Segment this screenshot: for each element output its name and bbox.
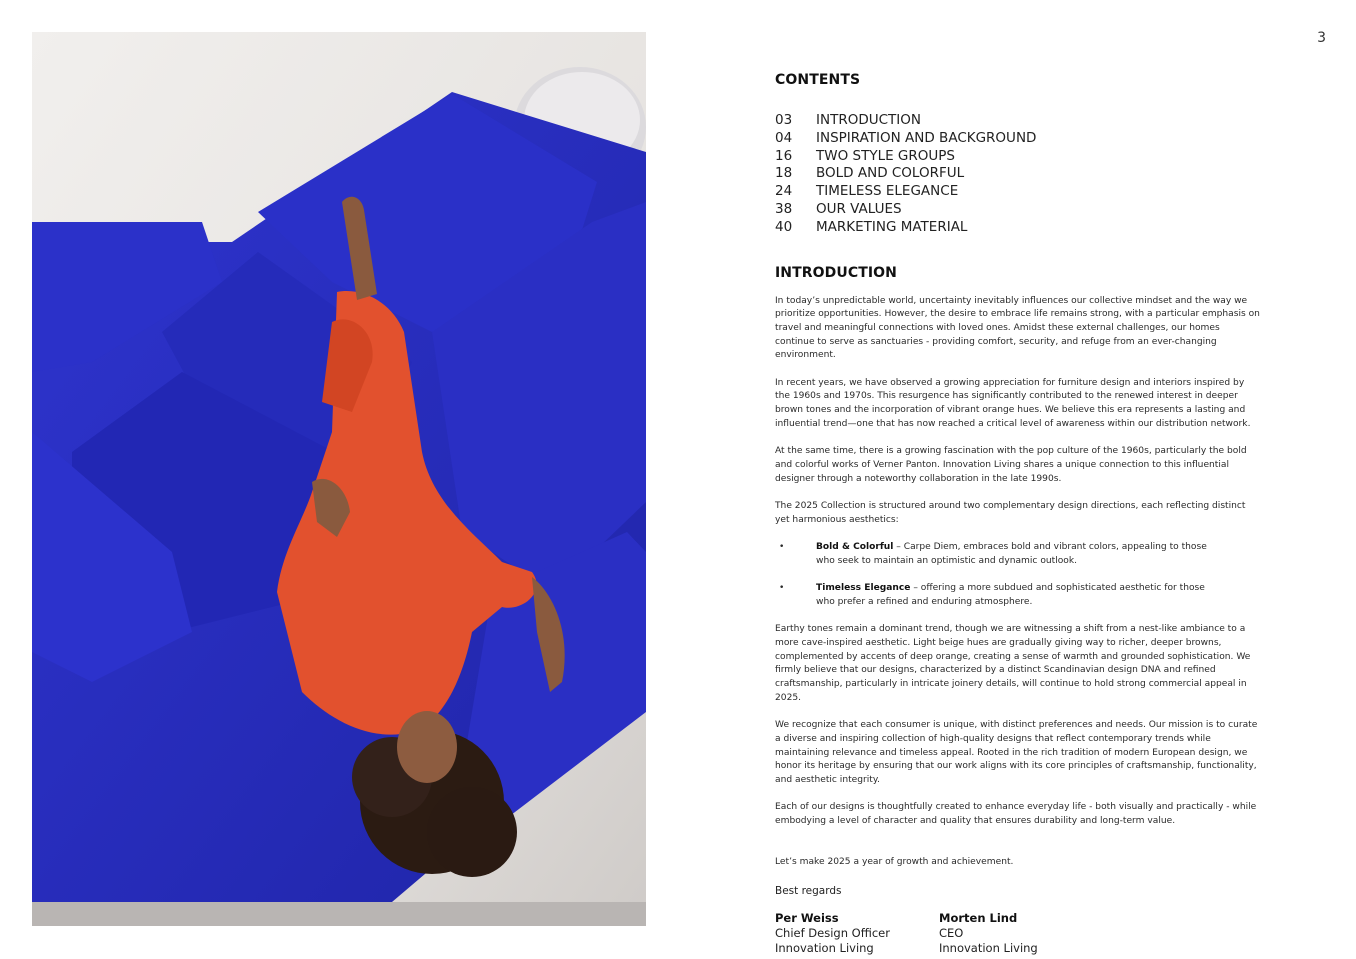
table-of-contents — [775, 112, 1260, 237]
intro-paragraph: In recent years, we have observed a growing appreciation for furniture design and interiors inspired by the 1960s and 1970s. This resurgence has significantly contributed to the renewed interest in deeper brown tones and the incorporation of vibrant orange hues. We believe this era represents a lasting and influential trend—one that has now reached a critical level of awareness within our distribution network. — [775, 377, 1251, 429]
signatory-title: CEO — [939, 925, 964, 940]
toc-page-number: 18 — [775, 165, 793, 182]
intro-paragraph: We recognize that each consumer is unique, with distinct preferences and needs. Our mission is to curate a diverse and inspiring collection of high-quality designs that reflect contemporary trends while maintaining relevance and timeless appeal. Rooted in the rich tradition of modern European design, we honor its heritage by ensuring that our work aligns with its core principles of craftsmanship, functionality, and aesthetic integrity. — [775, 720, 1258, 786]
toc-page-number: 16 — [775, 147, 793, 164]
photo-woman-on-blue-sofa-icon — [32, 32, 646, 926]
signatory — [939, 911, 1103, 957]
bullet-text: – Carpe Diem, embraces bold and vibrant colors, appealing to those who seek to maintain an optimistic and dynamic outlook. — [816, 542, 1207, 566]
toc-page-number: 03 — [775, 112, 793, 128]
bullet-title: Timeless Elegance — [816, 583, 911, 594]
toc-item[interactable] — [775, 165, 1260, 183]
toc-item[interactable] — [775, 201, 1260, 219]
toc-page-number: 40 — [775, 218, 793, 235]
signatory-company: Innovation Living — [775, 941, 874, 956]
toc-page-number: 04 — [775, 129, 793, 146]
toc-page-number: 24 — [775, 183, 793, 200]
intro-paragraph: In today’s unpredictable world, uncertainty inevitably influences our collective mindset and the way we prioritize opportunities. However, the desire to embrace life remains strong, with a particular emphasis on travel and meaningful connections with loved ones. Amidst these external challenges, our homes continue to serve as sanctuaries - providing comfort, security, and refuge from an ever-changing environment. — [775, 295, 1260, 361]
closing-line: Let’s make 2025 a year of growth and achievement. — [775, 856, 1014, 867]
toc-item[interactable] — [775, 112, 1260, 130]
toc-item[interactable] — [775, 130, 1260, 148]
toc-item[interactable] — [775, 148, 1260, 166]
signatory-name: Morten Lind — [939, 910, 1018, 925]
toc-page-number: 38 — [775, 200, 793, 217]
intro-paragraph: At the same time, there is a growing fascination with the pop culture of the 1960s, particularly the bold and colorful works of Verner Panton. Innovation Living shares a unique connection to this influential designer through a noteworthy collaboration in the late 1990s. — [775, 446, 1247, 484]
signatory-company: Innovation Living — [939, 941, 1038, 956]
signatory — [775, 911, 939, 957]
bullet-text: – offering a more subdued and sophisticated aesthetic for those who prefer a refined and enduring atmosphere. — [816, 583, 1205, 607]
hero-photo — [32, 32, 646, 926]
toc-label: MARKETING MATERIAL — [816, 218, 968, 235]
toc-item[interactable] — [775, 219, 1260, 237]
toc-label: INSPIRATION AND BACKGROUND — [816, 129, 1037, 146]
toc-item[interactable] — [775, 183, 1260, 201]
regards: Best regards — [775, 884, 842, 897]
signatures — [775, 911, 1260, 957]
intro-paragraph: Each of our designs is thoughtfully created to enhance everyday life - both visually and practically - while embodying a level of character and quality that ensures durability and long-term value. — [775, 802, 1257, 827]
bullet-title: Bold & Colorful — [816, 542, 894, 553]
signatory-name: Per Weiss — [775, 910, 839, 925]
signatory-title: Chief Design Officer — [775, 925, 890, 940]
introduction-heading: INTRODUCTION — [775, 264, 897, 281]
list-item — [775, 541, 1260, 568]
bullet-icon: • — [779, 542, 785, 553]
contents-heading: CONTENTS — [775, 72, 861, 88]
toc-label: INTRODUCTION — [816, 112, 921, 128]
intro-paragraph: Earthy tones remain a dominant trend, though we are witnessing a shift from a nest-like ambiance to a more cave-inspired aesthetic. Light beige hues are gradually giving way to richer, deeper browns, complemented by accents of deep orange, creating a sense of warmth and grounded sophistication. We firmly believe that our designs, characterized by a distinct Scandinavian design DNA and refined craftsmanship, particularly in intricate joinery details, will continue to hold strong commercial appeal in 2025. — [775, 624, 1251, 703]
page-number: 3 — [1317, 30, 1326, 46]
style-groups-list — [775, 541, 1260, 610]
toc-label: TWO STYLE GROUPS — [816, 147, 955, 164]
toc-label: OUR VALUES — [816, 200, 902, 217]
intro-paragraph: The 2025 Collection is structured around two complementary design directions, each reflecting distinct yet harmonious aesthetics: — [775, 501, 1246, 525]
bullet-icon: • — [779, 583, 785, 594]
toc-label: TIMELESS ELEGANCE — [816, 183, 959, 200]
toc-label: BOLD AND COLORFUL — [816, 165, 965, 182]
list-item — [775, 582, 1260, 609]
text-column — [775, 72, 1260, 956]
